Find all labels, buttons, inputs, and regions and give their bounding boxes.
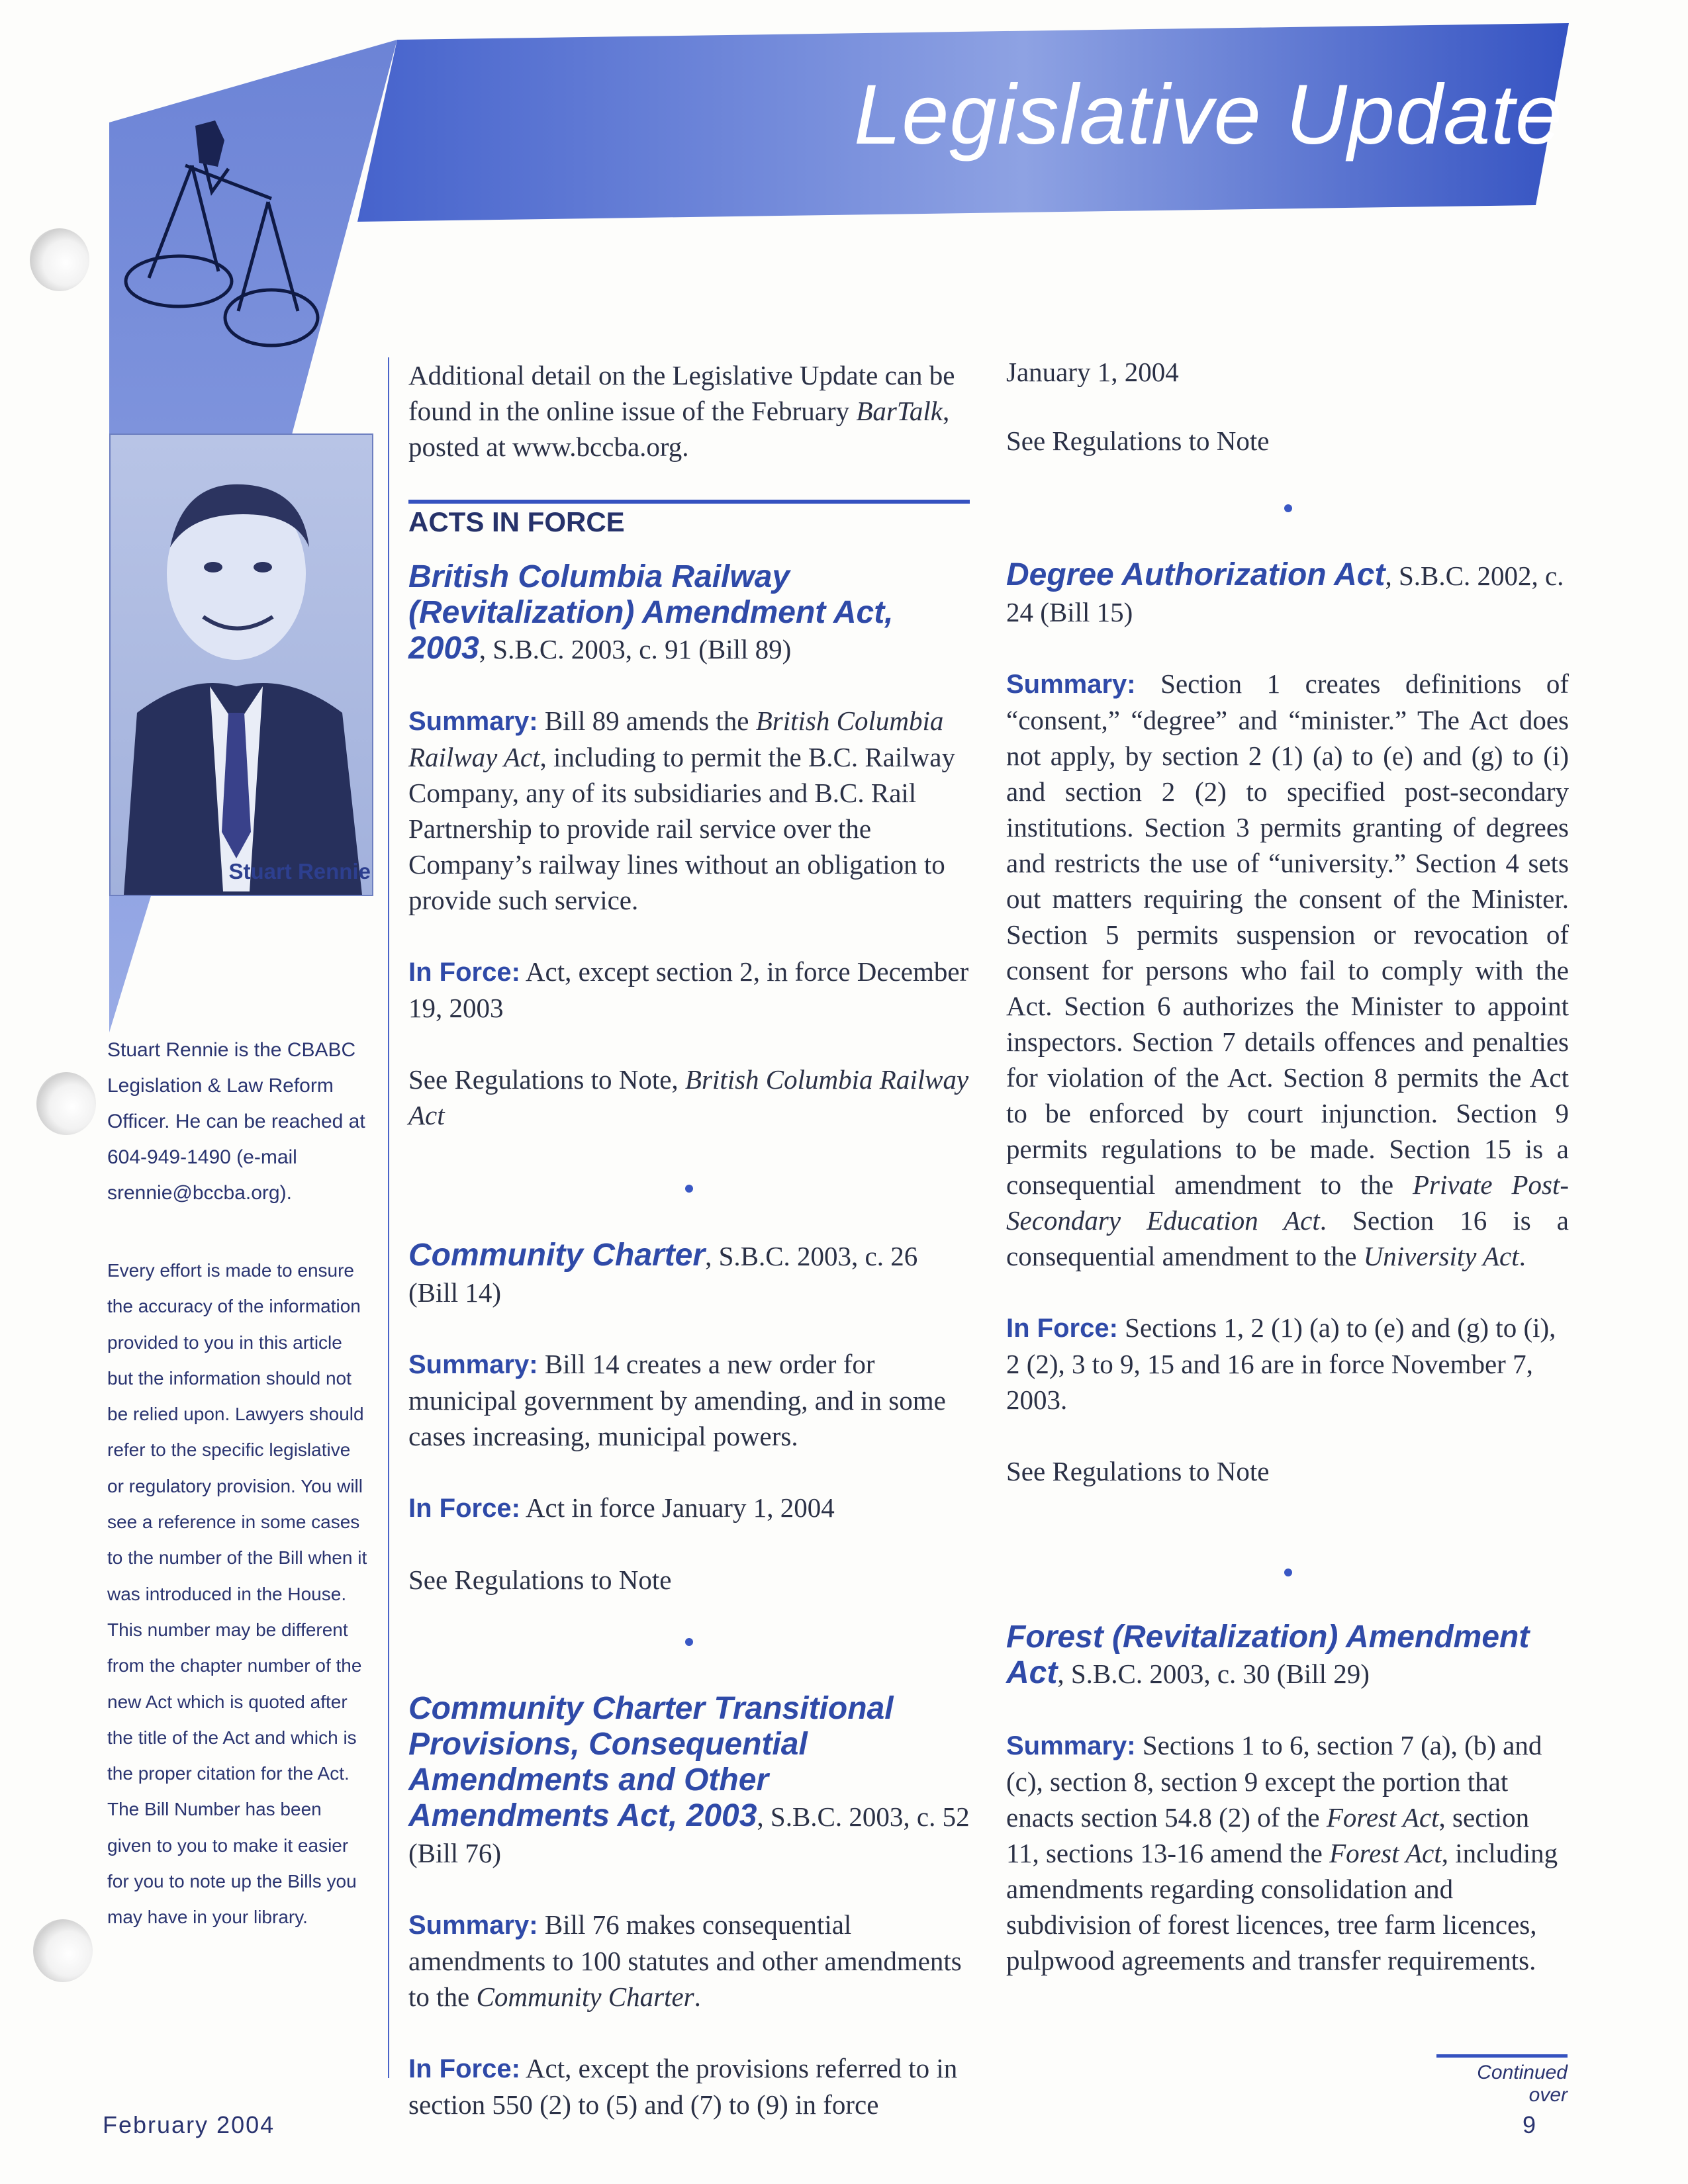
footer-date: February 2004	[103, 2111, 275, 2138]
separator-bullet	[685, 1185, 693, 1193]
act-title: Forest (Revitalization) Amendment Act, S.B.C. 2003, c. 30 (Bill 29)	[1006, 1619, 1530, 1690]
act-summary: Summary: Bill 14 creates a new order for municipal government by amending, and in some cases increasing, municipal powers.	[408, 1349, 946, 1451]
page-number: 9	[1523, 2111, 1536, 2138]
act-note: See Regulations to Note	[1006, 1456, 1270, 1486]
act-in-force: In Force: Act in force January 1, 2004	[408, 1492, 835, 1523]
column-divider	[388, 357, 389, 2078]
act-title: Community Charter, S.B.C. 2003, c. 26 (Bill 14)	[408, 1238, 918, 1308]
punch-hole-top	[30, 228, 89, 291]
section-rule	[408, 500, 970, 504]
act-title: Community Charter Transitional Provisions, Consequential Amendments and Other Amendments Act, 2003, S.B.C. 2003, c. 52 (Bill 76)	[408, 1691, 970, 1868]
intro-paragraph: Additional detail on the Legislative Update can be found in the online issue of the February BarTalk, posted at www.bccba.org.	[408, 360, 955, 462]
act-entry-community-charter	[408, 1238, 971, 1598]
act-summary: Summary: Bill 89 amends the British Columbia Railway Act, including to permit the B.C. Railway Company, any of its subsidiaries and B.C. Rail Partnership to provide rail service over the Company’s railway lines without an obligation to provide such service.	[408, 705, 955, 915]
act-title: Degree Authorization Act, S.B.C. 2002, c. 24 (Bill 15)	[1006, 557, 1564, 627]
act-note: See Regulations to Note	[408, 1565, 672, 1595]
disclaimer-text: Every effort is made to ensure the accuracy of the information provided to you in this article but the information should not be relied upon. Lawyers should refer to the specific legislative or regulatory provision. You will see a reference in some cases to the number of the Bill when it was introduced in the House. This number may be different from the chapter number of the new Act which is quoted after the title of the Act and which is the proper citation for the Act. The Bill Number has been given to you to make it easier for you to note up the Bills you may have in your library.	[107, 1260, 367, 1928]
continued-rule	[1436, 2054, 1568, 2058]
act-entry-bc-railway	[408, 559, 971, 1133]
column-two-continuation	[1006, 354, 1569, 459]
continued-note: See Regulations to Note	[1006, 426, 1270, 456]
author-photo	[109, 433, 373, 896]
act-in-force: In Force: Sections 1, 2 (1) (a) to (e) and (g) to (i), 2 (2), 3 to 9, 15 and 16 are in force November 7, 2003.	[1006, 1312, 1556, 1415]
punch-hole-middle	[36, 1072, 96, 1135]
column-one-intro	[408, 357, 971, 465]
act-summary: Summary: Sections 1 to 6, section 7 (a), (b) and (c), section 8, section 9 except the portion that enacts section 54.8 (2) of the Forest Act, section 11, sections 13-16 amend the Forest Act, including amendments regarding consolidation and subdivision of forest licences, tree farm licences, pulpwood agreements and transfer requirements.	[1006, 1730, 1558, 1976]
separator-bullet	[685, 1638, 693, 1646]
act-summary: Summary: Bill 76 makes consequential amendments to 100 statutes and other amendments to the Community Charter.	[408, 1909, 962, 2012]
separator-bullet	[1284, 504, 1292, 512]
separator-bullet	[1284, 1569, 1292, 1576]
author-portrait-image	[111, 435, 372, 895]
punch-hole-bottom	[33, 1919, 93, 1982]
act-entry-forest-revitalization	[1006, 1619, 1569, 1978]
act-in-force: In Force: Act, except section 2, in force December 19, 2003	[408, 956, 969, 1023]
act-in-force: In Force: Act, except the provisions referred to in section 550 (2) to (5) and (7) to (9) in force	[408, 2053, 958, 2120]
section-heading: ACTS IN FORCE	[408, 506, 625, 537]
act-entry-community-charter-transitional	[408, 1691, 971, 2122]
act-note: See Regulations to Note, British Columbia Railway Act	[408, 1064, 969, 1130]
legislative-update-title: Legislative Update	[854, 68, 1564, 162]
continued-over-label: Continued over	[1477, 2062, 1568, 2106]
act-entry-degree-authorization	[1006, 557, 1569, 1489]
act-summary: Summary: Section 1 creates definitions of “consent,” “degree” and “minister.” The Act does not apply, by section 2 (1) (a) to (e) and (g) to (i) and section 2 (2) to specified post-secondary institutions. Section 3 permits granting of degrees and restricts the use of “university.” Section 4 sets out matters requiring the consent of the Minister. Section 5 permits suspension or revocation of consent for persons who fail to comply with the Act. Section 6 authorizes the Minister to appoint inspectors. Section 7 details offences and penalties for violation of the Act. Section 8 permits the Act to be enforced by court injunction. Section 9 permits regulations to be made. Section 15 is a consequential amendment to the Private Post-Secondary Education Act. Section 16 is a consequential amendment to the University Act.	[1006, 668, 1569, 1271]
continued-date: January 1, 2004	[1006, 357, 1179, 387]
author-bio: Stuart Rennie is the CBABC Legislation & Law Reform Officer. He can be reached at 604-949-1490 (e-mail srennie@bccba.org).	[107, 1039, 365, 1204]
photo-caption: Stuart Rennie	[228, 859, 371, 884]
act-title: British Columbia Railway (Revitalization) Amendment Act, 2003, S.B.C. 2003, c. 91 (Bill 89)	[408, 559, 894, 666]
